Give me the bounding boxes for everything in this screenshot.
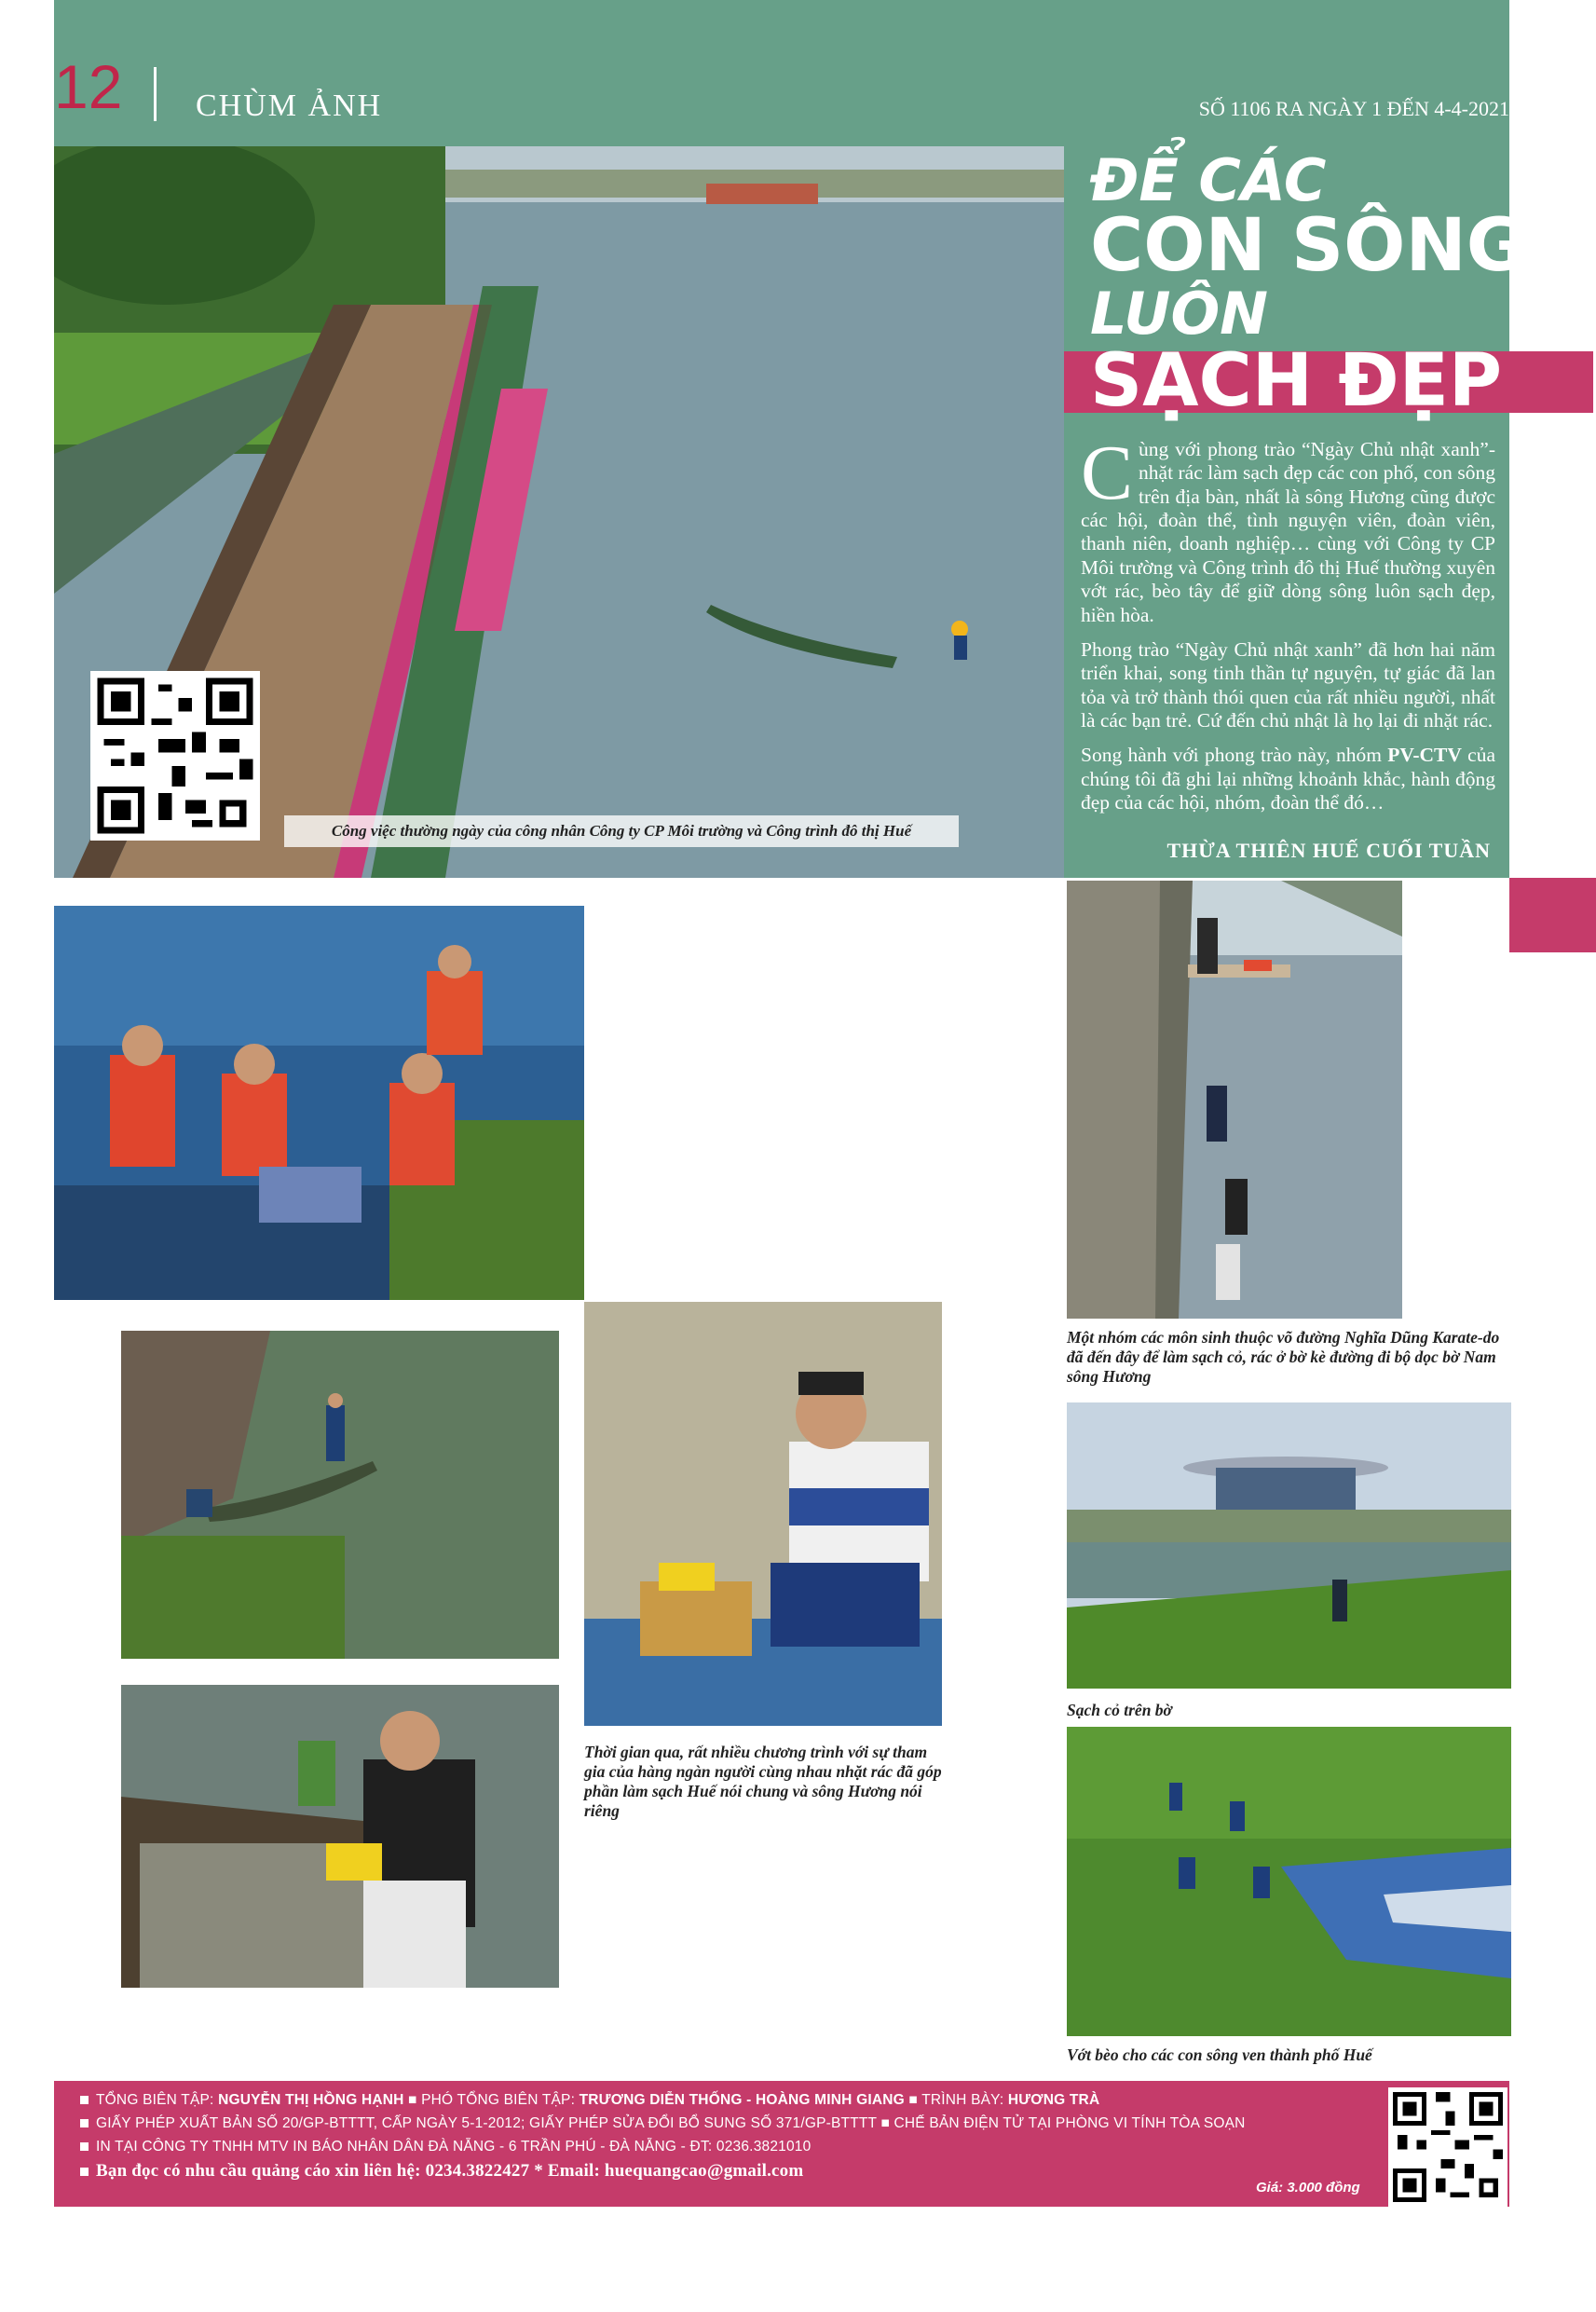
photo-boat-trash — [121, 1685, 559, 1988]
caption-hyacinth: Vớt bèo cho các con sông ven thành phố Huế — [1067, 2045, 1372, 2064]
footer-qr-code-icon[interactable] — [1388, 2087, 1507, 2207]
photo-volunteer-gloves — [584, 1302, 942, 1726]
caption-karate: Một nhóm các môn sinh thuộc võ đường Nghĩa Dũng Karate-do đã đến đây để làm sạch cỏ, rác ở bờ kè đường đi bộ dọc bờ Nam sông Hương — [1067, 1328, 1500, 1386]
caption-volunteer: Thời gian qua, rất nhiều chương trình với sự tham gia của hàng ngàn người cùng nhau nhặt rác đã góp phần làm sạch Huế nói chung và sông Hương nói riêng — [584, 1743, 942, 1820]
photo-canal-boat — [121, 1331, 559, 1659]
headline-line-4: SẠCH ĐẸP — [1090, 339, 1503, 423]
page-number: 12 — [54, 52, 123, 121]
footer-masthead — [54, 2081, 1509, 2207]
photo-water-hyacinth — [1067, 1727, 1511, 2036]
bullet-square-icon — [80, 2096, 89, 2104]
intro-text — [1081, 430, 1495, 826]
drop-cap: C — [1081, 430, 1134, 516]
bullet-square-icon — [80, 2142, 89, 2151]
qr-code-icon[interactable] — [90, 671, 260, 841]
header-divider — [154, 67, 157, 121]
footer-line-printer: IN TẠI CÔNG TY TNHH MTV IN BÁO NHÂN DÂN ĐÀ NẴNG - 6 TRẦN PHÚ - ĐÀ NẴNG - ĐT: 0236.3821010 — [80, 2139, 811, 2155]
intro-paragraph-3: Song hành với phong trào này, nhóm PV-CTV của chúng tôi đã ghi lại những khoảnh khắc, hành động đẹp của các hội, nhóm, đoàn thể đó… — [1081, 744, 1495, 814]
header-band — [54, 0, 1509, 146]
main-photo-caption: Công việc thường ngày của công nhân Công ty CP Môi trường và Công trình đô thị Huế — [284, 815, 959, 847]
headline-line-2: CON SÔNG — [1090, 204, 1526, 288]
footer-line-editors: TỔNG BIÊN TẬP: NGUYỄN THỊ HỒNG HẠNH ■ PHÓ TỔNG BIÊN TẬP: TRƯƠNG DIỄN THỐNG - HOÀNG MINH GIANG ■ TRÌNH BÀY: HƯƠNG TRÀ — [80, 2092, 1099, 2109]
issue-date: SỐ 1106 RA NGÀY 1 ĐẾN 4-4-2021 — [1198, 97, 1509, 120]
headline-line-1: ĐỂ CÁC — [1090, 146, 1327, 214]
footer-line-license: GIẤY PHÉP XUẤT BẢN SỐ 20/GP-BTTTT, CẤP NGÀY 5-1-2012; GIẤY PHÉP SỬA ĐỔI BỔ SUNG SỐ 371/GP-BTTTT ■ CHẾ BẢN ĐIỆN TỬ TẠI PHÒNG VI TÍNH TÒA SOẠN — [80, 2115, 1246, 2132]
caption-grass: Sạch cỏ trên bờ — [1067, 1701, 1172, 1719]
photo-karate-embankment — [1067, 881, 1402, 1319]
byline-signature: THỪA THIÊN HUẾ CUỐI TUẦN — [1166, 839, 1491, 862]
bullet-square-icon — [80, 2119, 89, 2127]
side-tab-marker — [1509, 878, 1596, 952]
bullet-square-icon — [80, 2168, 89, 2176]
footer-line-ads: Bạn đọc có nhu cầu quảng cáo xin liên hệ: 0234.3822427 * Email: huequangcao@gmail.com — [80, 2161, 803, 2182]
headline-line-3: LUÔN — [1090, 280, 1269, 348]
photo-grass-cutting — [1067, 1402, 1511, 1689]
photo-kayak-volunteers — [54, 906, 584, 1300]
section-title: CHÙM ẢNH — [196, 89, 383, 123]
intro-paragraph-2: Phong trào “Ngày Chủ nhật xanh” đã hơn hai năm triển khai, song tinh thần tự nguyện, tự giác đã lan tỏa và trở thành thói quen của rất nhiều người, nhất là các bạn trẻ. Cứ đến chủ nhật là họ lại đi nhặt rác. — [1081, 637, 1495, 732]
intro-paragraph-1: ùng với phong trào “Ngày Chủ nhật xanh”- nhặt rác làm sạch đẹp các con phố, con sông trên địa bàn, nhất là sông Hương cũng được các hội, đoàn thể, tình nguyện viên, đoàn viên, thanh niên, doanh nghiệp… cùng với Công ty CP Môi trường và Công trình đô thị Huế thường xuyên vớt rác, bèo tây để giữ dòng sông luôn sạch đẹp, hiền hòa. — [1081, 438, 1495, 626]
price-label: Giá: 3.000 đồng — [1256, 2180, 1360, 2196]
